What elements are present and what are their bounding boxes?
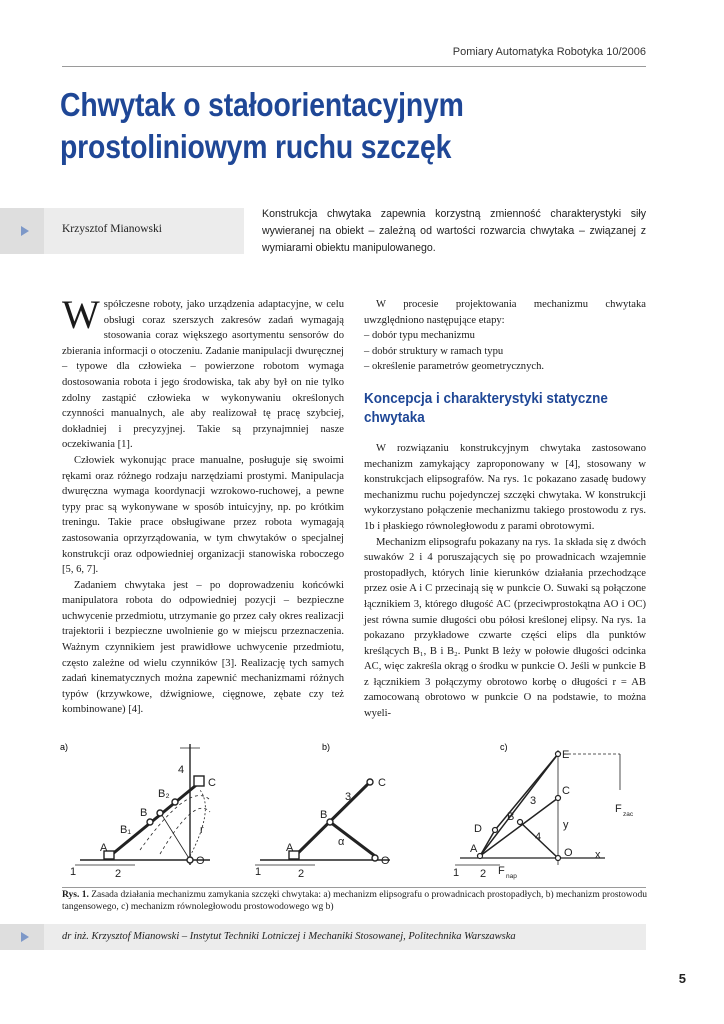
caption-text: Zasada działania mechanizmu zamykania szczęki chwytaka: a) mechanizm elipsografu o prowadnicach prostopadłych, b) mechanizm prostowodu tangensowego, c) mechanizm równoległowodu prostowodowego wg b) [62, 890, 648, 912]
label-3: 3 [345, 791, 352, 803]
label-c: C [562, 785, 570, 797]
caption-rule [62, 887, 646, 888]
section-heading: Koncepcja i charakterystyki statyczne chwytaka [364, 389, 608, 426]
label-a: A [100, 842, 108, 854]
author-marker [0, 208, 44, 254]
author-name: Krzysztof Mianowski [62, 223, 162, 235]
label-f-nap-sub: nap [506, 873, 517, 880]
title-line-1: Chwytak o stałoorientacyjnym [60, 86, 464, 123]
label-o: O [564, 847, 573, 859]
label-2: 2 [298, 868, 305, 880]
figure-mechanisms [60, 740, 650, 885]
drop-cap: W [62, 292, 100, 337]
label-1: 1 [453, 867, 460, 879]
label-f-zac: F [615, 803, 622, 815]
diagram-b [255, 779, 390, 865]
column-right [364, 297, 646, 722]
label-r: r [200, 824, 204, 836]
caption-label: Rys. 1. [62, 890, 89, 900]
label-a: A [470, 843, 478, 855]
label-c: C [208, 777, 216, 789]
label-a: A [286, 842, 294, 854]
label-1: 1 [70, 866, 77, 878]
page-number: 5 [678, 971, 686, 986]
header-rule [62, 66, 646, 67]
label-2: 2 [115, 868, 122, 880]
label-b: B [140, 807, 148, 819]
label-y: y [563, 819, 569, 831]
label-c: C [378, 777, 386, 789]
journal-header: Pomiary Automatyka Robotyka 10/2006 [452, 46, 646, 58]
label-4: 4 [178, 764, 185, 776]
title-line-2: prostoliniowym ruchu szczęk [60, 128, 452, 165]
label-2: 2 [480, 868, 487, 880]
label-o: O [196, 855, 205, 867]
article-title [60, 84, 576, 168]
label-d: D [474, 823, 482, 835]
abstract: Konstrukcja chwytaka zapewnia korzystną zmienność charakterystyki siły wywieranej na obiekt – zależną od wartości rozwarcia chwytaka – związanej z wymiarami obiektu manipulowanego. [262, 208, 646, 254]
play-arrow-icon [21, 226, 29, 236]
label-4: 4 [535, 831, 542, 843]
paragraph: Mechanizm elipsografu pokazany na rys. 1a składa się z dwóch suwaków 2 i 4 poruszających się po prowadnicach wzajemnie prostopadłych, których linie kierunków działania przechodzące przez osie A i C przecinają się w punkcie O. Suwaki są połączone łącznikiem 3, którego długość AC (przeciwprostokątna AO i OC) jest równa sumie długości obu półosi kreślonej elipsy. Na rys. 1a pokazano przykładowe czwarte części elips dla punktów kreślących B₁, B i B₂. Punkt B leży w połowie długości odcinka AC, więc zakreśla okrąg o środku w punkcie O. Jeśli w punkcie B z łącznikiem 3 połączymy obrotowo korbę o długości r = AB zamocowaną obrotowo w punkcie O na podstawie, to można wyeli- [364, 536, 646, 720]
affiliation-marker [0, 924, 44, 950]
paragraph: W procesie projektowania mechanizmu chwytaka uwzględniono następujące etapy: [364, 299, 646, 326]
panel-label-a: a) [60, 742, 69, 752]
label-f-nap: F [498, 865, 505, 877]
label-b: B [507, 811, 515, 823]
label-o: O [381, 855, 390, 867]
diagram-a [75, 744, 210, 865]
play-arrow-icon [21, 932, 29, 942]
diagram-c [455, 750, 620, 865]
affiliation: dr inż. Krzysztof Mianowski – Instytut Techniki Lotniczej i Mechaniki Stosowanej, Politechnika Warszawska [62, 931, 516, 942]
paragraph: Zadaniem chwytaka jest – po doprowadzeniu końcówki manipulatora robota do odpowiedniej pozycji – bezpieczne uchwycenie przedmiotu, utrzymanie go przez cały okres realizacji trajektorii i bezpieczne uwolnienie go w miejscu przeznaczenia. Ważnym czynnikiem jest prawidłowe uchwycenie przedmiotu, często zależne od wielu czynników [3]. Realizację tych samych zadań kinematycznych można zapewnić mechanizmami różnych typów (krzywkowe, dźwigniowe, cięgnowe, zębate czy też kombinowane) [4]. [62, 579, 344, 716]
label-alpha: α [338, 836, 345, 848]
paragraph: Człowiek wykonując prace manualne, posługuje się swoimi rękami oraz różnego rodzaju narzędziami prostymi. Manipulacja dwuręczna wymaga koordynacji wzrokowo-ruchowej, a pewne typy prac są wykonywane w sposób intuicyjny, np. po krótkim treningu. Takie prace obsługiwane przez robota wymagają zastosowania oprzyrządowania, w tym chwytaków o specjalnej konstrukcji oraz odpowiedniej organizacji stanowiska roboczego [5, 6, 7]. [62, 454, 344, 576]
paragraph: Współczesne roboty, jako urządzenia adaptacyjne, w celu obsługi coraz szerszych zakresów zadań wymagają stosowania coraz większego asortymentu sensorów do zbierania informacji o otoczeniu. Zadanie manipulacji dwuręcznej – typowe dla człowieka – powierzone robotom wymaga dostosowania robota i jego środowiska, tak aby był on nie tylko zdolny zastąpić człowieka w wykonywaniu określonych czynności manualnych, ale aby realizował tę pracę szybciej, dokładniej i precyzyjnej. Takie są przynajmniej nasze oczekiwania [1]. [62, 292, 344, 451]
label-e: E [562, 749, 570, 761]
list-item: – określenie parametrów geometrycznych. [364, 361, 545, 373]
figure-caption [62, 890, 652, 913]
label-3: 3 [530, 795, 537, 807]
label-f-zac-sub: zac [623, 811, 634, 818]
paragraph: W rozwiązaniu konstrukcyjnym chwytaka zastosowano mechanizm zamykający zaproponowany w [4], stosowany w konstrukcjach elipsografów. Na rys. 1c pokazano zasadę budowy mechanizmu ruchu pojedynczej szczęki chwytaka. W konstrukcji wykorzystano połączenie mechanizmu takiego prostowodu z rys. 1b i płaskiego równoległowodu z parami obrotowymi. [364, 442, 646, 532]
list-item: – dobór struktury w ramach typu [364, 345, 504, 357]
column-left [62, 292, 344, 718]
panel-label-b: b) [322, 742, 331, 752]
label-b2: B₂ [158, 788, 170, 800]
panel-label-c: c) [500, 742, 508, 752]
list-item: – dobór typu mechanizmu [364, 330, 475, 342]
label-b: B [320, 809, 328, 821]
label-b1: B₁ [120, 824, 132, 836]
label-x: x [595, 849, 601, 861]
label-1: 1 [255, 866, 262, 878]
